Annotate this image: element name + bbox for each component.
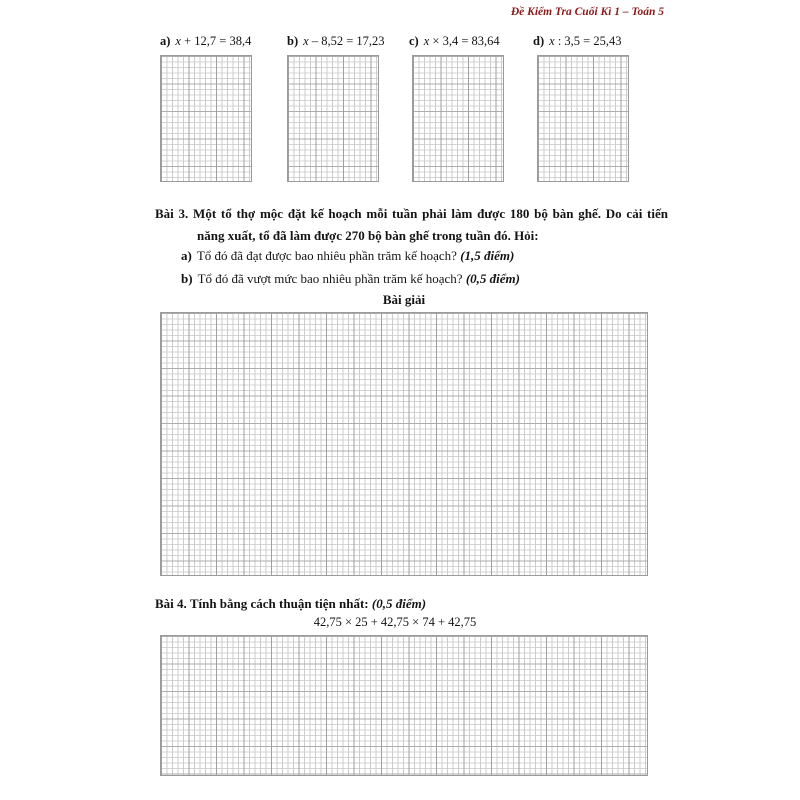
problem-4-number: Bài 4. [155,596,187,611]
problem-4-expression: 42,75 × 25 + 42,75 × 74 + 42,75 [313,615,477,629]
equation-c-body: × 3,4 = 83,64 [432,34,500,48]
equation-d-variable: x [549,34,555,48]
problem-3-text: Một tổ thợ mộc đặt kế hoạch mỗi tuần phải làm được 180 bộ bàn ghế. Do cải tiến năng xuất, tổ đã làm được 270 bộ bàn ghế trong tuần đó. Hỏi: [193,206,668,243]
problem-4-heading [155,596,426,612]
equation-b [287,34,385,49]
question-a-text: Tổ đó đã đạt được bao nhiêu phần trăm kế hoạch? [196,248,457,263]
problem-3-statement [155,203,668,246]
question-a-score: (1,5 điểm) [460,248,515,263]
problem-4-work-grid [160,635,648,776]
equation-b-variable: x [303,34,309,48]
problem-3-heading: Bài 3. [155,206,189,221]
equation-d-body: : 3,5 = 25,43 [557,34,622,48]
question-b-label: b) [181,271,193,286]
equation-a [160,34,251,49]
problem-3-question-b [181,271,520,287]
question-b-text: Tổ đó đã vượt mức bao nhiêu phần trăm kế hoạch? [197,271,463,286]
equation-a-label: a) [160,34,171,48]
equation-b-label: b) [287,34,299,48]
solution-grid [160,312,648,576]
equation-b-body: – 8,52 = 17,23 [311,34,385,48]
equation-d-label: d) [533,34,545,48]
equation-c-variable: x [423,34,430,48]
equation-a-variable: x [175,34,181,48]
work-grid-b [287,55,379,182]
equation-a-body: + 12,7 = 38,4 [184,34,252,48]
problem-3-question-a [181,248,514,264]
equation-d [533,34,621,49]
problem-4-score: (0,5 điểm) [371,596,427,611]
question-a-label: a) [181,248,192,263]
solution-heading: Bài giải [382,292,426,307]
problem-4-instruction: Tính bằng cách thuận tiện nhất: [189,596,369,611]
question-b-score: (0,5 điểm) [465,271,520,286]
page-header-title: Đề Kiểm Tra Cuối Kì 1 – Toán 5 [510,6,664,18]
equation-c [409,34,500,49]
work-grid-c [412,55,504,182]
equation-c-label: c) [409,34,419,48]
work-grid-a [160,55,252,182]
work-grid-d [537,55,629,182]
